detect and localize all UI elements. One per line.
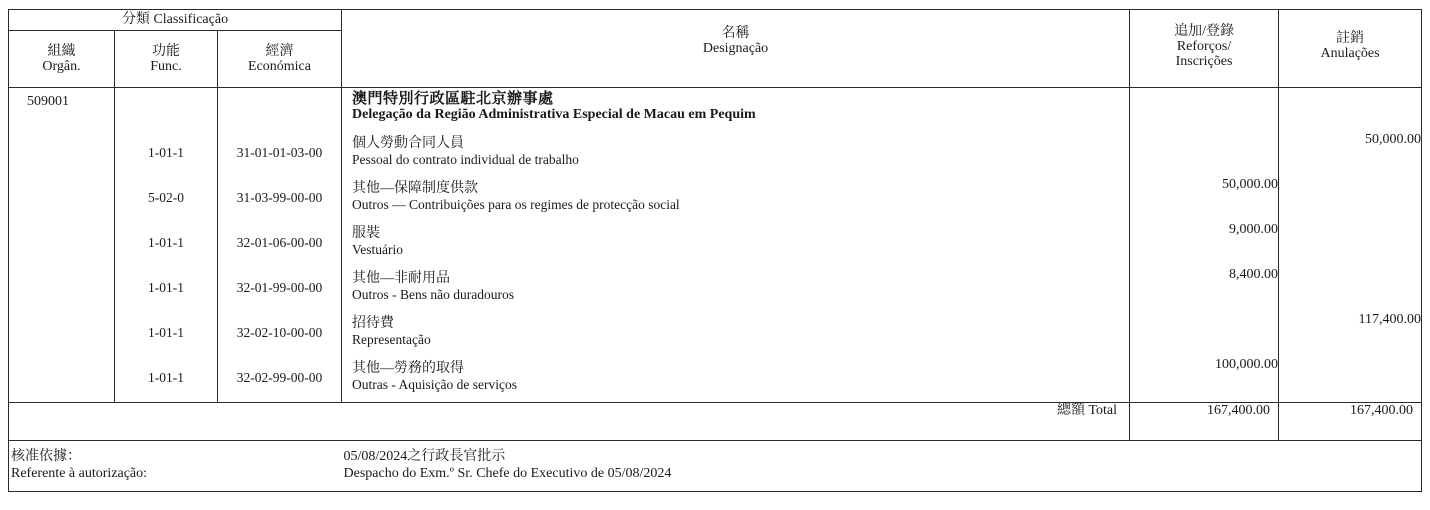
authorization-text-pt: Despacho do Exm.º Sr. Chefe do Executivo de 05/08/2024: [343, 466, 672, 481]
authorization-labels: [9, 441, 342, 482]
annulments-zh: 註銷: [1336, 31, 1365, 46]
empty-cell: [9, 132, 115, 177]
table-row: [9, 312, 1422, 357]
economic-header: [218, 31, 342, 88]
row-description: [342, 312, 1130, 357]
row-annul-value: [1279, 177, 1422, 222]
designation-pt: Designação: [702, 41, 769, 56]
entity-code: 509001: [9, 88, 115, 133]
additions-pt-1: Reforços/: [1176, 39, 1232, 54]
table-row: [9, 132, 1422, 177]
table-row: [9, 222, 1422, 267]
authorization-text-zh: 05/08/2024之行政長官批示: [343, 449, 506, 464]
row-desc-zh: 其他—保障制度供款: [352, 181, 479, 196]
authorization-row: [9, 441, 1422, 492]
authorization-label-pt: Referente à autorização:: [11, 466, 148, 481]
econ-code: 32-02-99-00-00: [218, 357, 342, 403]
row-desc-pt: Representação: [352, 332, 431, 347]
annulments-pt: Anulações: [1320, 46, 1380, 61]
empty-cell: [9, 267, 115, 312]
func-code: 1-01-1: [115, 132, 218, 177]
classification-zh: 分類: [121, 12, 150, 27]
classification-header: [9, 10, 342, 31]
entity-name-pt: Delegação da Região Administrativa Especial de Macau em Pequim: [352, 107, 756, 122]
total-label: 總額 Total: [9, 403, 1130, 441]
econ-code: 31-03-99-00-00: [218, 177, 342, 222]
budget-table: [8, 9, 1422, 492]
row-add-value: [1130, 132, 1279, 177]
authorization-label-cell: [9, 441, 342, 492]
additions-pt-2: Inscrições: [1175, 54, 1233, 69]
empty-cell: [9, 222, 115, 267]
economic-zh: 經濟: [265, 44, 294, 59]
functional-header: [115, 31, 218, 88]
row-add-value: 8,400.00: [1130, 267, 1279, 312]
empty-cell: [9, 177, 115, 222]
func-code: 1-01-1: [115, 357, 218, 403]
entity-row: [9, 88, 1422, 133]
row-description: [342, 357, 1130, 403]
table-row: [9, 357, 1422, 403]
empty-cell: [1279, 88, 1422, 133]
empty-cell: [9, 357, 115, 403]
annulments-header: [1279, 10, 1422, 88]
empty-cell: [218, 88, 342, 133]
additions-zh: 追加/登錄: [1174, 24, 1234, 39]
row-annul-value: [1279, 267, 1422, 312]
economic-pt: Económica: [248, 59, 311, 74]
row-annul-value: 117,400.00: [1279, 312, 1422, 357]
designation-zh: 名稱: [721, 26, 750, 41]
row-desc-pt: Pessoal do contrato individual de trabalho: [352, 152, 579, 167]
authorization-label-zh: 核准依據：: [11, 449, 81, 464]
authorization-texts: [342, 441, 1422, 482]
table-row: [9, 267, 1422, 312]
func-code: 1-01-1: [115, 312, 218, 357]
total-row: [9, 403, 1422, 441]
func-code: 1-01-1: [115, 222, 218, 267]
designation-header: [342, 10, 1130, 88]
econ-code: 31-01-01-03-00: [218, 132, 342, 177]
row-desc-zh: 招待費: [352, 316, 395, 331]
entity-name-zh: 澳門特別行政區駐北京辦事處: [352, 91, 554, 107]
row-description: [342, 267, 1130, 312]
row-desc-zh: 服裝: [352, 226, 381, 241]
econ-code: 32-01-06-00-00: [218, 222, 342, 267]
row-desc-zh: 其他—勞務的取得: [352, 361, 465, 376]
row-description: [342, 132, 1130, 177]
row-add-value: 50,000.00: [1130, 177, 1279, 222]
empty-cell: [115, 88, 218, 133]
total-annul-value: 167,400.00: [1279, 403, 1422, 441]
functional-zh: 功能: [152, 44, 180, 59]
empty-cell: [1130, 88, 1279, 133]
row-description: [342, 177, 1130, 222]
row-annul-value: [1279, 357, 1422, 403]
row-description: [342, 222, 1130, 267]
table-row: [9, 177, 1422, 222]
total-add-value: 167,400.00: [1130, 403, 1279, 441]
empty-cell: [9, 312, 115, 357]
row-add-value: 9,000.00: [1130, 222, 1279, 267]
budget-document: [8, 9, 1421, 492]
row-add-value: [1130, 312, 1279, 357]
row-desc-pt: Outros - Bens não duradouros: [352, 287, 515, 302]
entity-name-cell: [342, 88, 1130, 133]
row-add-value: 100,000.00: [1130, 357, 1279, 403]
organic-pt: Orgân.: [42, 59, 81, 74]
func-code: 1-01-1: [115, 267, 218, 312]
row-annul-value: 50,000.00: [1279, 132, 1422, 177]
econ-code: 32-01-99-00-00: [218, 267, 342, 312]
row-desc-pt: Outras - Aquisição de serviços: [352, 377, 517, 392]
row-desc-pt: Vestuário: [352, 242, 404, 257]
classification-pt: Classificação: [153, 12, 229, 27]
func-code: 5-02-0: [115, 177, 218, 222]
organic-zh: 組織: [47, 44, 76, 59]
row-annul-value: [1279, 222, 1422, 267]
functional-pt: Func.: [150, 59, 182, 74]
row-desc-pt: Outros — Contribuições para os regimes de protecção social: [352, 197, 680, 212]
row-desc-zh: 其他—非耐用品: [352, 271, 451, 286]
organic-header: [9, 31, 115, 88]
row-desc-zh: 個人勞動合同人員: [352, 136, 465, 151]
authorization-text-cell: [342, 441, 1422, 492]
additions-header: [1130, 10, 1279, 88]
header-row-1: [9, 10, 1422, 31]
econ-code: 32-02-10-00-00: [218, 312, 342, 357]
